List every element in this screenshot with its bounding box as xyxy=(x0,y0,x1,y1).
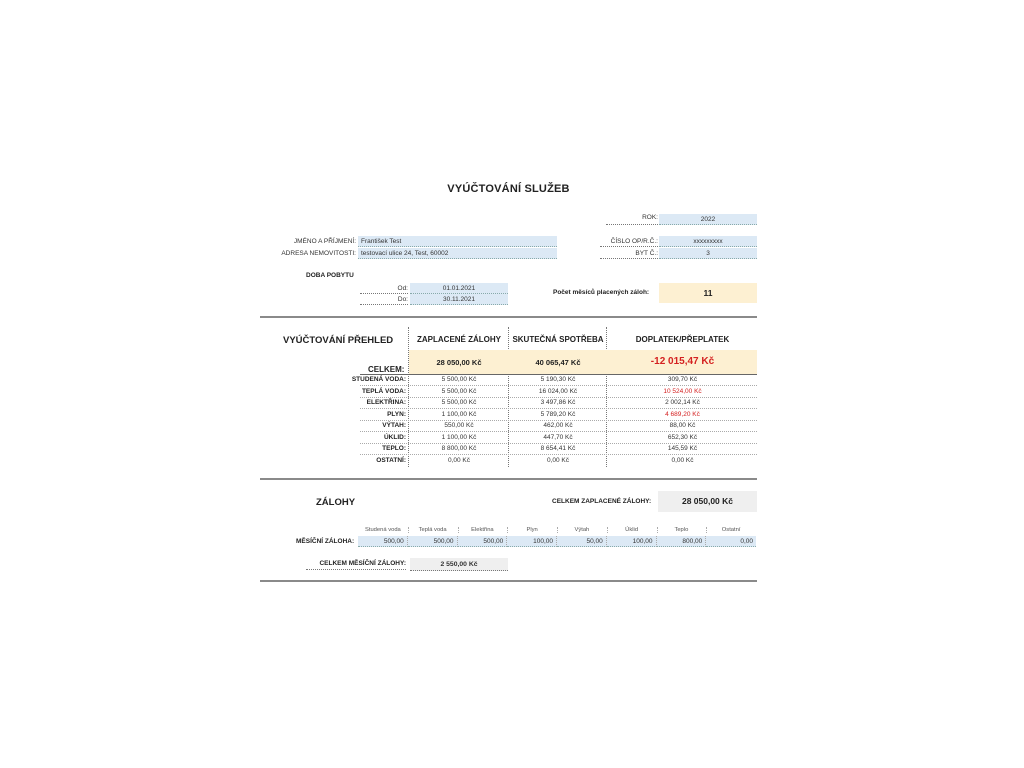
row-paid-value: 0,00 Kč xyxy=(447,456,471,464)
row-actual-value: 447,70 Kč xyxy=(543,433,573,441)
row-diff-value: 0,00 Kč xyxy=(671,456,694,464)
advance-value-field[interactable]: 800,00 xyxy=(657,536,707,547)
row-actual-value: 8 654,41 Kč xyxy=(540,445,576,452)
row-actual-value: 0,00 Kč xyxy=(546,456,570,464)
row-label: OSTATNÍ: xyxy=(376,456,406,464)
advance-col-header: Teplá voda xyxy=(408,527,459,533)
row-separator xyxy=(360,454,757,455)
advance-col-header: Úklid xyxy=(607,527,658,533)
advances-heading: ZÁLOHY xyxy=(316,497,356,508)
row-label: PLYN: xyxy=(387,410,406,418)
row-diff-value: 145,59 Kč xyxy=(667,445,698,452)
page-title: VYÚČTOVÁNÍ SLUŽEB xyxy=(447,183,570,195)
to-label: Do: xyxy=(360,295,408,305)
overview-rows xyxy=(0,376,1024,471)
advance-value-field[interactable]: 500,00 xyxy=(458,536,508,547)
row-separator xyxy=(360,443,757,444)
row-actual-value: 5 190,30 Kč xyxy=(540,376,576,383)
divider-mid xyxy=(260,478,757,480)
row-paid-value: 5 500,00 Kč xyxy=(441,399,477,406)
row-paid-value: 550,00 Kč xyxy=(444,422,474,429)
advance-value-field[interactable]: 100,00 xyxy=(607,536,657,547)
advance-value-field[interactable]: 500,00 xyxy=(408,536,458,547)
row-diff-value: 10 524,00 Kč xyxy=(663,387,702,395)
address-label: ADRESA NEMOVITOSTI: xyxy=(281,250,356,257)
row-separator xyxy=(360,397,757,398)
name-field[interactable]: František Test xyxy=(358,236,557,247)
row-label: TEPLO: xyxy=(382,445,406,452)
address-field[interactable]: testovací ulice 24, Test, 60002 xyxy=(358,248,557,259)
divider-bottom xyxy=(260,580,757,582)
cislo-field[interactable]: xxxxxxxxx xyxy=(659,236,757,247)
monthly-label: MĚSÍČNÍ ZÁLOHA: xyxy=(296,538,355,545)
col-paid-header: ZAPLACENÉ ZÁLOHY xyxy=(417,335,501,344)
advances-total-value: 28 050,00 Kč xyxy=(658,491,757,512)
row-actual-value: 462,00 Kč xyxy=(543,422,573,429)
row-label: TEPLÁ VODA: xyxy=(361,387,406,395)
row-separator xyxy=(360,431,757,432)
total-diff: -12 015,47 Kč xyxy=(650,356,715,367)
to-field[interactable]: 30.11.2021 xyxy=(410,294,508,305)
row-paid-value: 8 800,00 Kč xyxy=(441,445,477,452)
advance-value-field[interactable]: 100,00 xyxy=(507,536,557,547)
row-separator xyxy=(360,385,757,386)
advance-value-field[interactable]: 500,00 xyxy=(358,536,408,547)
advance-col-header: Výtah xyxy=(557,527,608,533)
months-field[interactable]: 11 xyxy=(659,283,757,303)
row-diff-value: 4 689,20 Kč xyxy=(665,410,700,418)
name-label: JMÉNO A PŘÍJMENÍ: xyxy=(293,238,356,245)
monthly-total-label: CELKEM MĚSÍČNÍ ZÁLOHY: xyxy=(306,560,406,570)
row-label: ÚKLID: xyxy=(383,433,406,441)
advance-col-header: Studená voda xyxy=(358,527,409,533)
from-label: Od: xyxy=(360,284,408,294)
row-paid-value: 5 500,00 Kč xyxy=(441,376,477,383)
byt-field[interactable]: 3 xyxy=(659,248,757,259)
advances-values xyxy=(358,536,758,547)
from-field[interactable]: 01.01.2021 xyxy=(410,283,508,294)
row-actual-value: 5 789,20 Kč xyxy=(540,410,576,418)
row-actual-value: 3 497,86 Kč xyxy=(540,399,576,406)
row-label: ELEKTŘINA: xyxy=(366,399,406,406)
rok-field[interactable]: 2022 xyxy=(659,214,757,225)
advance-col-header: Plyn xyxy=(507,527,558,533)
byt-label: BYT Č.: xyxy=(600,249,658,259)
total-label: CELKEM: xyxy=(368,365,405,374)
row-paid-value: 1 100,00 Kč xyxy=(441,433,477,441)
row-diff-value: 2 002,14 Kč xyxy=(665,399,700,406)
advance-col-header: Teplo xyxy=(657,527,708,533)
overview-heading: VYÚČTOVÁNÍ PŘEHLED xyxy=(283,335,394,346)
cislo-label: ČÍSLO OP/R.Č.: xyxy=(600,237,658,247)
row-actual-value: 16 024,00 Kč xyxy=(538,387,578,395)
advance-col-header: Elektřina xyxy=(458,527,509,533)
months-label: Počet měsíců placených záloh: xyxy=(553,289,650,296)
advance-col-header: Ostatní xyxy=(721,527,741,533)
row-label: STUDENÁ VODA: xyxy=(351,376,406,383)
monthly-total-value: 2 550,00 Kč xyxy=(410,558,508,571)
row-diff-value: 309,70 Kč xyxy=(667,376,698,383)
row-separator xyxy=(360,420,757,421)
advance-value-field[interactable]: 0,00 xyxy=(706,536,756,547)
total-paid: 28 050,00 Kč xyxy=(436,358,482,367)
total-underline xyxy=(360,374,757,375)
row-diff-value: 88,00 Kč xyxy=(669,422,696,429)
row-paid-value: 1 100,00 Kč xyxy=(441,410,477,418)
row-separator xyxy=(360,408,757,409)
row-diff-value: 652,30 Kč xyxy=(667,433,698,441)
advances-col-headers xyxy=(358,527,758,536)
rok-label: ROK: xyxy=(606,214,658,225)
advance-value-field[interactable]: 50,00 xyxy=(557,536,607,547)
divider-top xyxy=(260,316,757,318)
stay-heading: DOBA POBYTU xyxy=(306,272,354,279)
total-actual: 40 065,47 Kč xyxy=(535,358,581,367)
row-label: VÝTAH: xyxy=(382,422,406,429)
row-paid-value: 5 500,00 Kč xyxy=(441,387,477,395)
col-diff-header: DOPLATEK/PŘEPLATEK xyxy=(635,335,730,344)
col-actual-header: SKUTEČNÁ SPOTŘEBA xyxy=(512,335,604,344)
advances-total-label: CELKEM ZAPLACENÉ ZÁLOHY: xyxy=(552,498,652,505)
